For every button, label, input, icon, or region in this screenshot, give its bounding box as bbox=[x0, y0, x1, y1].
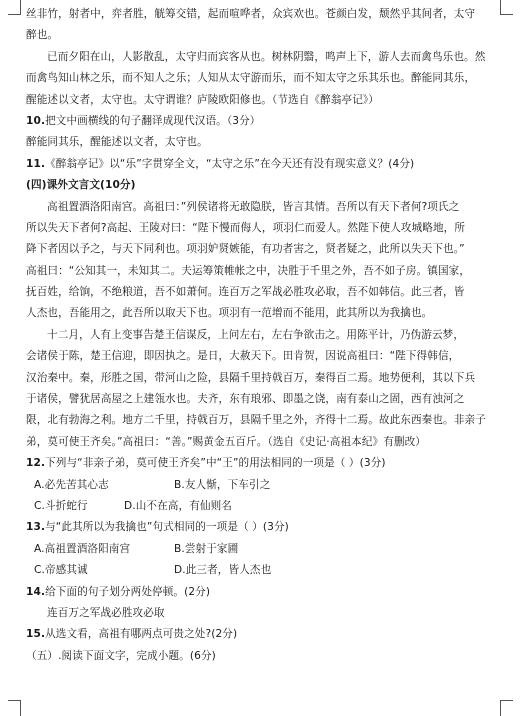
section-4-title: (四)课外文言文(10分) bbox=[26, 179, 136, 192]
question-10-answer: 醉能同其乐，醒能述以文者，太守也。 bbox=[26, 136, 208, 149]
passage-line: 于诸侯，譬犹居高屋之上建瓴水也。夫齐，东有琅邪、即墨之饶，南有泰山之固，西有浊河之 bbox=[26, 393, 465, 406]
option-b[interactable]: B.尝射于家圃 bbox=[174, 542, 239, 555]
crop-mark-top-right bbox=[500, 0, 501, 14]
question-14-sentence: 连百万之军战必胜攻必取 bbox=[47, 606, 165, 619]
question-13-options-row-1 bbox=[26, 539, 496, 560]
passage-line: 高祖置酒洛阳南宫。高祖曰：”列侯诸将无敢隐朕，皆言其情。吾所以有天下者何?项氏之 bbox=[47, 200, 460, 213]
passage-line: 抚百姓，给饷，不绝粮道，吾不如萧何。连百万之军战必胜攻必取，吾不如韩信。此三者，皆 bbox=[26, 286, 465, 299]
question-text: 从选文看，高祖有哪两点可贵之处?(2分) bbox=[45, 628, 238, 641]
question-text: 与“此其所以为我擒也”句式相同的一项是（ ）(3分) bbox=[45, 521, 289, 534]
passage-gaozu-1 bbox=[26, 197, 496, 325]
option-a[interactable]: A.必先苦其心志 bbox=[34, 478, 109, 491]
option-b[interactable]: B.友人惭，下车引之 bbox=[174, 478, 271, 491]
question-number: 15. bbox=[26, 628, 46, 641]
question-12-options-row-1 bbox=[26, 475, 496, 496]
passage-zuiwengting bbox=[26, 4, 496, 111]
option-a[interactable]: A.高祖置酒洛阳南宫 bbox=[34, 542, 131, 555]
question-10 bbox=[26, 111, 496, 132]
crop-mark-top-left-h bbox=[8, 14, 21, 15]
exam-page bbox=[26, 4, 496, 667]
question-number: 11. bbox=[26, 157, 46, 170]
question-12-options-row-2 bbox=[26, 496, 496, 517]
question-12 bbox=[26, 453, 496, 474]
passage-line: 人杰也，吾能用之，此吾所以取天下也。项羽有一范增而不能用，此其所以为我擒也。 bbox=[26, 307, 433, 320]
passage-line: 降下者因以予之，与天下同利也。项羽妒贤嫉能，有功者害之，贤者疑之，此所以失天下也。” bbox=[26, 243, 465, 256]
crop-mark-bottom-left-h bbox=[8, 700, 21, 701]
section-5-title: （五）.阅读下面文字，完成小题。(6分) bbox=[26, 649, 216, 662]
question-text: 给下面的句子划分两处停顿。(2分) bbox=[45, 585, 211, 598]
question-13 bbox=[26, 517, 496, 538]
question-13-options-row-2 bbox=[26, 560, 496, 581]
passage-line: 高祖曰：“公知其一，未知其二。夫运筹策帷帐之中，决胜于千里之外，吾不如子房。镇国家， bbox=[26, 264, 471, 277]
passage-line: 而禽鸟知山林之乐，而不知人之乐；人知从太守游而乐，而不知太守之乐其乐也。醉能同其乐， bbox=[26, 72, 476, 85]
passage-line: 限，北有勃海之利。地方二千里，持戟百万，县隔千里之外，齐得十二焉。故此东西秦也。非亲子 bbox=[26, 414, 486, 427]
crop-mark-top-right-h bbox=[500, 14, 513, 15]
passage-line: 弟，莫可使王齐矣。”高祖曰：“善。”赐黄金五百斤。（选自《史记·高祖本纪》有删改） bbox=[26, 435, 426, 448]
crop-mark-bottom-right bbox=[500, 700, 501, 716]
question-14 bbox=[26, 582, 496, 603]
option-c[interactable]: C.斗折蛇行 bbox=[34, 499, 88, 512]
passage-line: 十二月，人有上变事告楚王信谋反，上问左右，左右争欲击之。用陈平计，乃伪游云梦， bbox=[47, 328, 465, 341]
question-number: 14. bbox=[26, 585, 46, 598]
question-15 bbox=[26, 624, 496, 645]
question-text: 《醉翁亭记》以“乐”字贯穿全文，“太守之乐”在今天还有没有现实意义？(4分) bbox=[45, 157, 415, 170]
option-d[interactable]: D.山不在高，有仙则名 bbox=[124, 499, 232, 512]
passage-line: 所以失天下者何?高起、王陵对曰：“陛下慢而侮人，项羽仁而爱人。然陛下使人攻城略地，所 bbox=[26, 221, 466, 234]
crop-mark-bottom-left bbox=[20, 700, 21, 716]
passage-line: 汉治秦中。秦，形胜之国，带河山之险，县隔千里持戟百万，秦得百二焉。地势便利，其以下兵 bbox=[26, 371, 476, 384]
passage-line: 醒能述以文者，太守也。太守谓谁？庐陵欧阳修也。（节选自《醉翁亭记》） bbox=[26, 93, 379, 106]
passage-line: 会诸侯于陈，楚王信迎，即因执之。是日，大赦天下。田肯贺，因说高祖曰：“陛下得韩信， bbox=[26, 350, 460, 363]
crop-mark-top-left bbox=[20, 0, 21, 14]
question-text: 下列与“非亲子弟，莫可使王齐矣”中“王”的用法相同的一项是（ ）(3分) bbox=[45, 457, 386, 470]
passage-line: 醉也。 bbox=[26, 29, 59, 42]
passage-line: 已而夕阳在山，人影散乱，太守归而宾客从也。树林阴翳，鸣声上下，游人去而禽鸟乐也。然 bbox=[47, 50, 486, 63]
option-d[interactable]: D.此三者，皆人杰也 bbox=[174, 564, 272, 577]
question-text: 把文中画横线的句子翻译成现代汉语。（3分） bbox=[45, 114, 261, 127]
crop-mark-bottom-right-h bbox=[500, 700, 513, 701]
passage-line: 丝非竹，射者中，弈者胜，觥筹交错，起而喧哗者，众宾欢也。苍颜白发，颓然乎其间者，太守 bbox=[26, 8, 476, 20]
question-number: 13. bbox=[26, 521, 46, 534]
question-number: 12. bbox=[26, 457, 46, 470]
passage-gaozu-2 bbox=[26, 325, 496, 453]
option-c[interactable]: C.帝感其诚 bbox=[34, 564, 88, 577]
question-11 bbox=[26, 154, 496, 175]
question-number: 10. bbox=[26, 114, 46, 127]
